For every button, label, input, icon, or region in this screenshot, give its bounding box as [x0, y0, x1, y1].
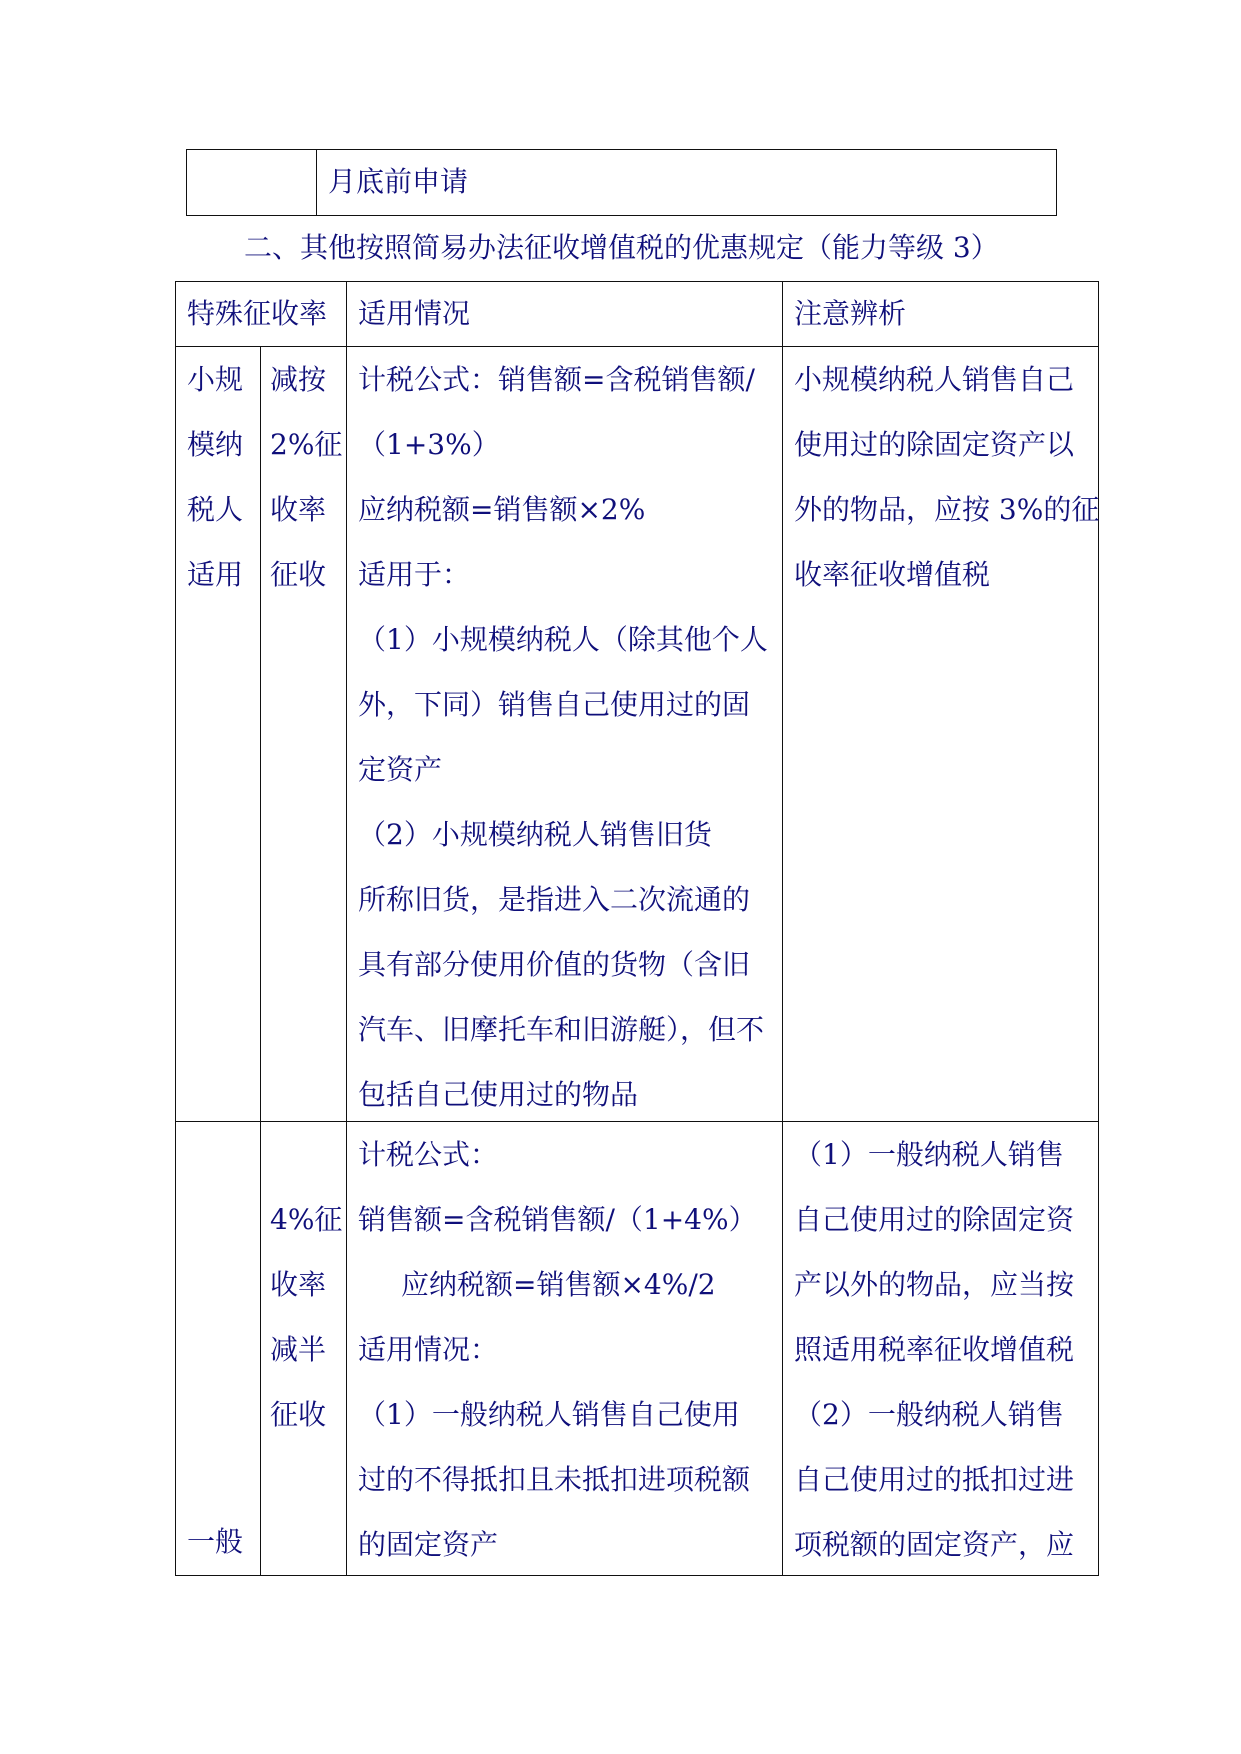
- header-special-rate: 特殊征收率: [187, 297, 328, 330]
- row1-applicable-line: （1）小规模纳税人（除其他个人: [358, 623, 768, 656]
- row1-rate-line: 征收: [270, 558, 327, 591]
- row2-applicable-line: 的固定资产: [358, 1528, 499, 1561]
- row2-applicable-line: 应纳税额=销售额×4%/2: [401, 1268, 716, 1301]
- row2-notes: [794, 1122, 1074, 1577]
- row2-rate: [270, 1187, 342, 1447]
- row1-applicable-line: 外，下同）销售自己使用过的固: [358, 688, 751, 721]
- row2-notes-line: 自己使用过的抵扣过进: [794, 1463, 1075, 1496]
- row2-category: 一般: [187, 1525, 244, 1558]
- section-heading: 二、其他按照简易办法征收增值税的优惠规定（能力等级 3）: [244, 231, 999, 264]
- row1-applicable-line: 具有部分使用价值的货物（含旧: [358, 948, 751, 981]
- row1-applicable-line: 适用于：: [358, 558, 471, 591]
- row2-notes-line: （2）一般纳税人销售: [794, 1398, 1064, 1431]
- row1-applicable-line: 包括自己使用过的物品: [358, 1078, 639, 1111]
- row1-notes-line: 小规模纳税人销售自己: [794, 363, 1075, 396]
- header-applicable: 适用情况: [358, 297, 471, 330]
- row1-category-line: 小规: [187, 363, 244, 396]
- row1-applicable-line: （2）小规模纳税人销售旧货: [358, 818, 712, 851]
- row1-rate-line: 2%征: [270, 428, 343, 461]
- row2-notes-line: 自己使用过的除固定资: [794, 1203, 1075, 1236]
- row1-applicable-line: 应纳税额=销售额×2%: [358, 493, 646, 526]
- row2-rate-line: 收率: [270, 1268, 327, 1301]
- row1-category-line: 税人: [187, 493, 244, 526]
- row2-applicable-line: 销售额=含税销售额/（1+4%）: [358, 1203, 757, 1236]
- row1-rate-line: 收率: [270, 493, 327, 526]
- row1-applicable-line: 汽车、旧摩托车和旧游艇），但不: [358, 1013, 765, 1046]
- row1-applicable-line: 所称旧货，是指进入二次流通的: [358, 883, 751, 916]
- row1-applicable-line: 定资产: [358, 753, 443, 786]
- row1-rate-line: 减按: [270, 363, 327, 396]
- row2-notes-line: 照适用税率征收增值税: [794, 1333, 1075, 1366]
- row2-rate-line: 4%征: [270, 1203, 343, 1236]
- row1-notes: [794, 347, 1099, 607]
- row1-notes-line: 收率征收增值税: [794, 558, 991, 591]
- row2-applicable-line: 过的不得抵扣且未抵扣进项税额: [358, 1463, 751, 1496]
- row1-applicable-line: 计税公式：销售额=含税销售额/: [358, 363, 755, 396]
- header-notes: 注意辨析: [794, 297, 907, 330]
- row1-category-line: 适用: [187, 558, 244, 591]
- row2-notes-line: （1）一般纳税人销售: [794, 1138, 1064, 1171]
- row2-notes-line: 项税额的固定资产，应: [794, 1528, 1075, 1561]
- row2-applicable: [358, 1122, 757, 1577]
- row1-notes-line: 外的物品，应按 3%的征: [794, 493, 1100, 526]
- row2-applicable-line: （1）一般纳税人销售自己使用: [358, 1398, 740, 1431]
- row2-notes-line: 产以外的物品，应当按: [794, 1268, 1075, 1301]
- row1-category: [187, 347, 243, 607]
- row1-category-line: 模纳: [187, 428, 244, 461]
- row2-rate-line: 征收: [270, 1398, 327, 1431]
- row1-applicable: [358, 347, 768, 1127]
- row2-rate-line: 减半: [270, 1333, 327, 1366]
- row1-rate: [270, 347, 342, 607]
- top-table-cell: 月底前申请: [328, 165, 469, 198]
- row2-applicable-line: 适用情况：: [358, 1333, 499, 1366]
- row2-applicable-line: 计税公式：: [358, 1138, 499, 1171]
- row1-applicable-line: （1+3%）: [358, 428, 500, 461]
- row1-notes-line: 使用过的除固定资产以: [794, 428, 1075, 461]
